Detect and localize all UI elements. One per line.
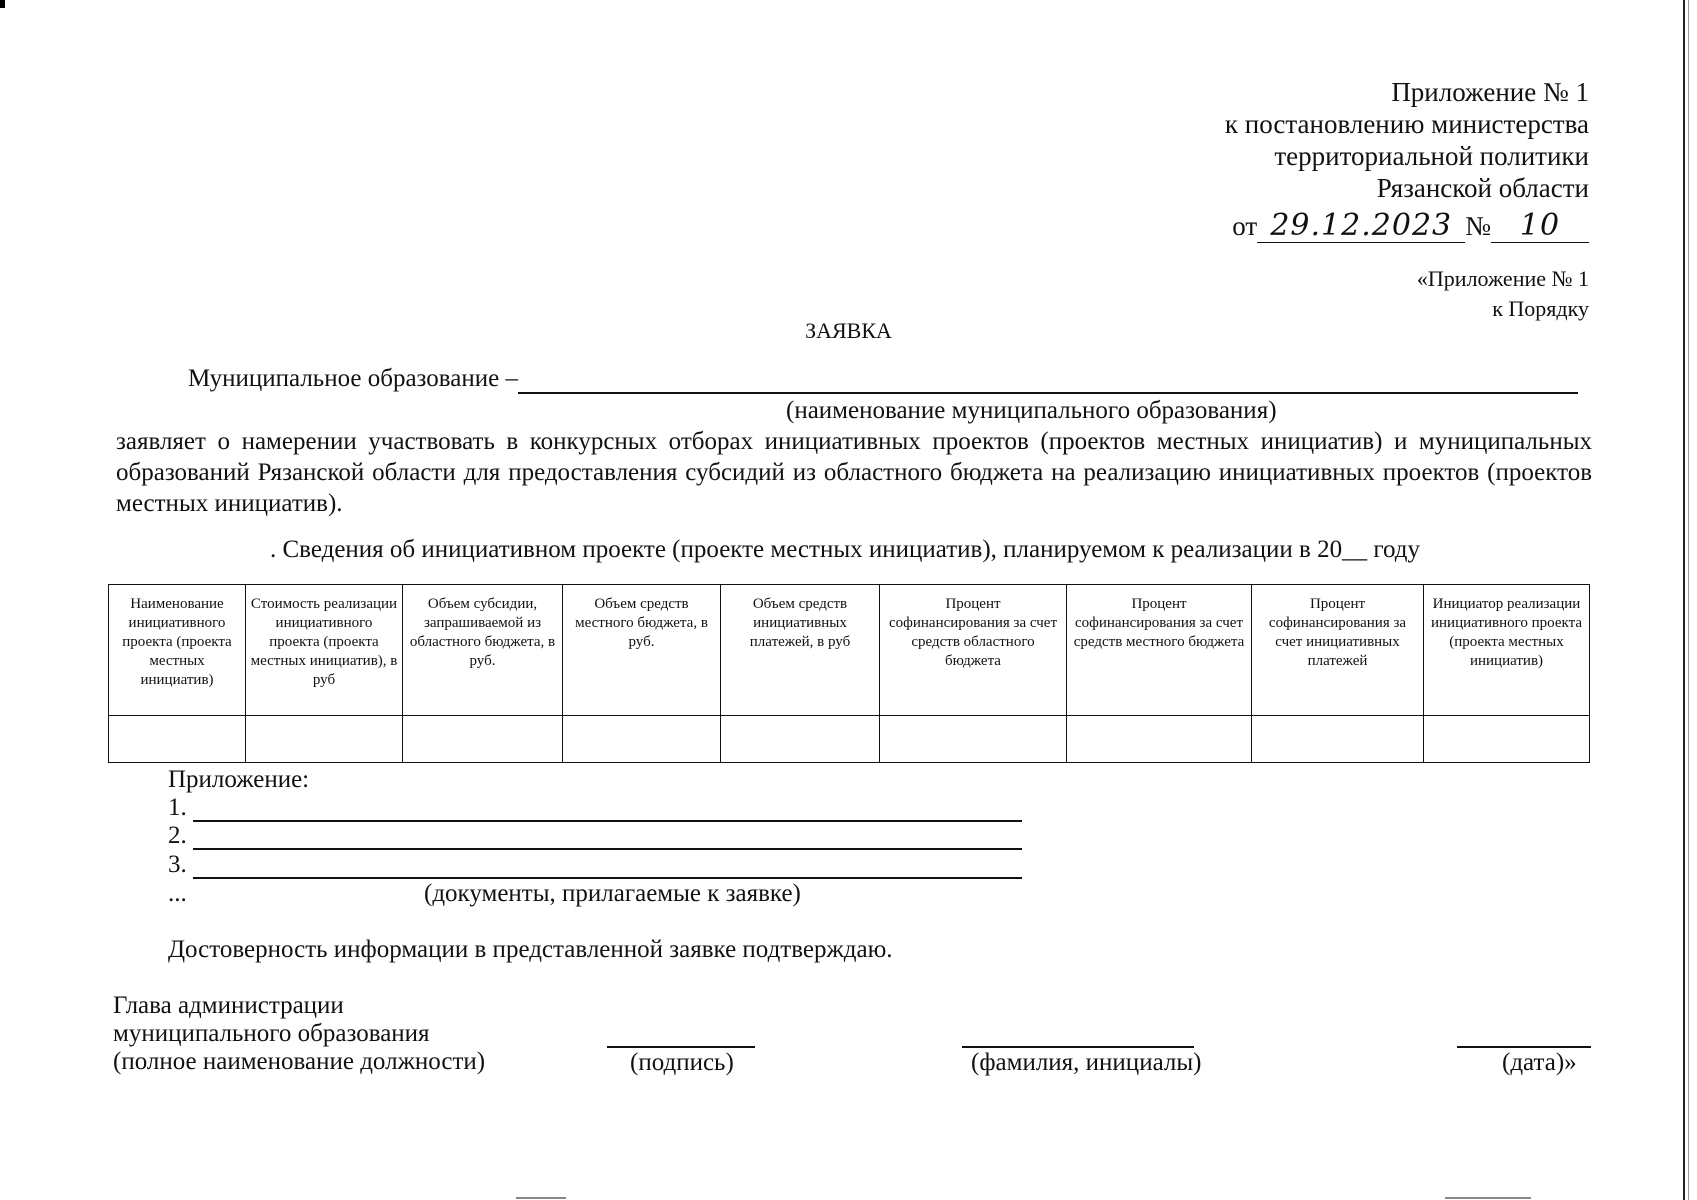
header-project-initiator: Инициатор реализации инициативного проекта (проекта местных инициатив) xyxy=(1424,585,1590,716)
date-prefix: от xyxy=(1232,211,1258,241)
header-regional-cofinancing-percent: Процент софинансирования за счет средств областного бюджета xyxy=(880,585,1067,716)
attachment-line-1 xyxy=(193,820,1022,822)
document-title: ЗАЯВКА xyxy=(805,318,892,343)
approval-line-1: Приложение № 1 xyxy=(1391,77,1589,107)
header-project-name: Наименование инициативного проекта (проекта местных инициатив) xyxy=(109,585,246,716)
position-line-2: муниципального образования xyxy=(113,1020,430,1047)
section-heading: . Сведения об инициативном проекте (проекте местных инициатив), планируемом к реализации в 20__ году xyxy=(270,536,1420,563)
scan-artifact xyxy=(1445,1197,1531,1199)
header-regional-subsidy: Объем субсидии, запрашиваемой из областного бюджета, в руб. xyxy=(403,585,563,716)
attachment-number-1: 1. xyxy=(168,794,187,821)
project-info-table xyxy=(108,584,1590,763)
table-cell[interactable] xyxy=(1252,716,1424,763)
approval-line-4: Рязанской области xyxy=(1376,173,1589,203)
header-payments-cofinancing-percent: Процент софинансирования за счет инициативных платежей xyxy=(1252,585,1424,716)
attachment-number-3: 3. xyxy=(168,851,187,878)
signature-caption: (подпись) xyxy=(630,1049,734,1076)
municipality-caption: (наименование муниципального образования) xyxy=(786,397,1277,424)
municipality-name-line xyxy=(518,392,1578,394)
name-line xyxy=(962,1046,1194,1048)
municipality-label: Муниципальное образование – xyxy=(188,365,518,392)
table-cell[interactable] xyxy=(246,716,403,763)
table-header-row xyxy=(109,585,1590,716)
table-row xyxy=(109,716,1590,763)
table-cell[interactable] xyxy=(880,716,1067,763)
scan-edge-line xyxy=(1683,0,1685,1200)
header-project-cost: Стоимость реализации инициативного проекта (проекта местных инициатив), в руб xyxy=(246,585,403,716)
attachments-label: Приложение: xyxy=(168,766,310,793)
scan-corner-mark xyxy=(0,0,5,8)
table-cell[interactable] xyxy=(721,716,880,763)
attachments-ellipsis: ... xyxy=(168,880,187,907)
scan-edge-line xyxy=(1688,0,1689,1200)
number-field xyxy=(1491,210,1589,243)
attachment-number-2: 2. xyxy=(168,822,187,849)
scan-artifact xyxy=(516,1197,566,1199)
table-cell[interactable] xyxy=(1067,716,1252,763)
header-local-budget: Объем средств местного бюджета, в руб. xyxy=(563,585,721,716)
table-cell[interactable] xyxy=(1424,716,1590,763)
table-cell[interactable] xyxy=(109,716,246,763)
number-prefix: № xyxy=(1465,211,1491,241)
handwritten-number: 10 xyxy=(1519,208,1561,243)
name-caption: (фамилия, инициалы) xyxy=(971,1049,1202,1076)
appendix-line-2: к Порядку xyxy=(1492,296,1589,321)
approval-block xyxy=(1225,76,1589,243)
position-line-1: Глава администрации xyxy=(113,992,344,1019)
approval-line-2: к постановлению министерства xyxy=(1224,109,1589,139)
attachment-line-3 xyxy=(193,877,1022,879)
table-cell[interactable] xyxy=(563,716,721,763)
table-cell[interactable] xyxy=(403,716,563,763)
appendix-line-1: «Приложение № 1 xyxy=(1416,266,1589,291)
date-line xyxy=(1457,1046,1591,1048)
date-field xyxy=(1257,210,1465,243)
header-local-cofinancing-percent: Процент софинансирования за счет средств местного бюджета xyxy=(1067,585,1252,716)
position-line-3: (полное наименование должности) xyxy=(113,1048,486,1075)
appendix-block xyxy=(1417,264,1589,324)
signature-line xyxy=(607,1046,755,1048)
approval-date-line xyxy=(1225,210,1589,243)
handwritten-date: 29.12.2023 xyxy=(1270,208,1453,243)
approval-line-3: территориальной политики xyxy=(1274,141,1589,171)
confirmation-statement: Достоверность информации в представленной заявке подтверждаю. xyxy=(168,936,893,963)
header-initiative-payments: Объем средств инициативных платежей, в руб xyxy=(721,585,880,716)
date-caption: (дата)» xyxy=(1502,1049,1577,1076)
attachments-caption: (документы, прилагаемые к заявке) xyxy=(424,880,801,907)
application-body-text: заявляет о намерении участвовать в конкурсных отборах инициативных проектов (проектов местных инициатив) и муниципальных образований Рязанской области для предоставления субсидий из областного бюджета на реализацию инициативных проектов (проектов местных инициатив). xyxy=(116,428,1592,517)
attachment-line-2 xyxy=(193,848,1022,850)
